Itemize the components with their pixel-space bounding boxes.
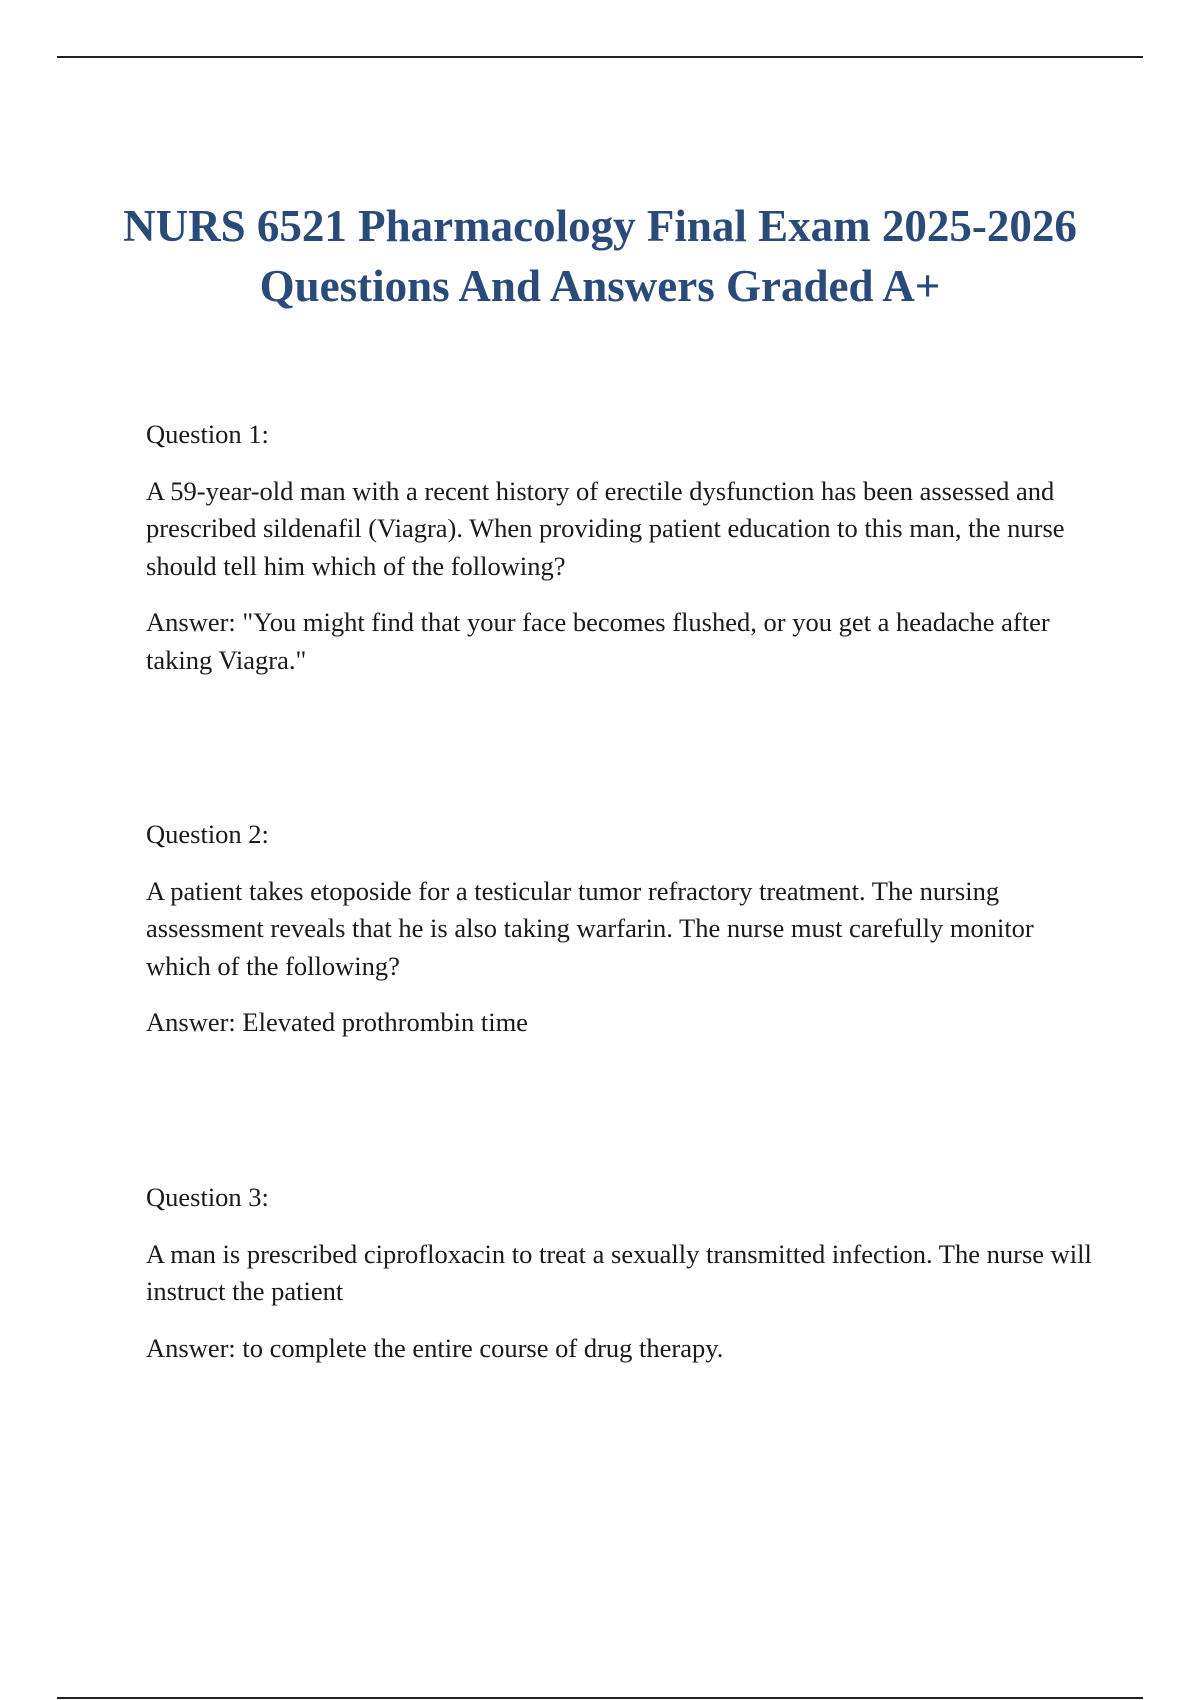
question-block-2 bbox=[146, 816, 1096, 1042]
question-label: Question 1: bbox=[146, 419, 269, 449]
question-text: A patient takes etoposide for a testicular tumor refractory treatment. The nursing assessment reveals that he is also taking warfarin. The nurse must carefully monitor which of the following? bbox=[146, 875, 1034, 981]
answer-text: Answer: "You might find that your face becomes flushed, or you get a headache after taking Viagra." bbox=[146, 607, 1050, 675]
page-title: NURS 6521 Pharmacology Final Exam 2025-2026 Questions And Answers Graded A+ bbox=[123, 201, 1077, 311]
bottom-rule bbox=[57, 1697, 1143, 1699]
question-label: Question 2: bbox=[146, 819, 269, 849]
top-rule bbox=[57, 56, 1143, 58]
answer-text: Answer: Elevated prothrombin time bbox=[146, 1007, 528, 1037]
question-block-3 bbox=[146, 1179, 1096, 1367]
question-label: Question 3: bbox=[146, 1182, 269, 1212]
question-text: A man is prescribed ciprofloxacin to treat a sexually transmitted infection. The nurse will instruct the patient bbox=[146, 1238, 1092, 1306]
question-text: A 59-year-old man with a recent history of erectile dysfunction has been assessed and prescribed sildenafil (Viagra). When providing patient education to this man, the nurse should tell him which of the following? bbox=[146, 475, 1065, 581]
answer-text: Answer: to complete the entire course of drug therapy. bbox=[146, 1332, 724, 1363]
question-block-1 bbox=[146, 416, 1096, 679]
